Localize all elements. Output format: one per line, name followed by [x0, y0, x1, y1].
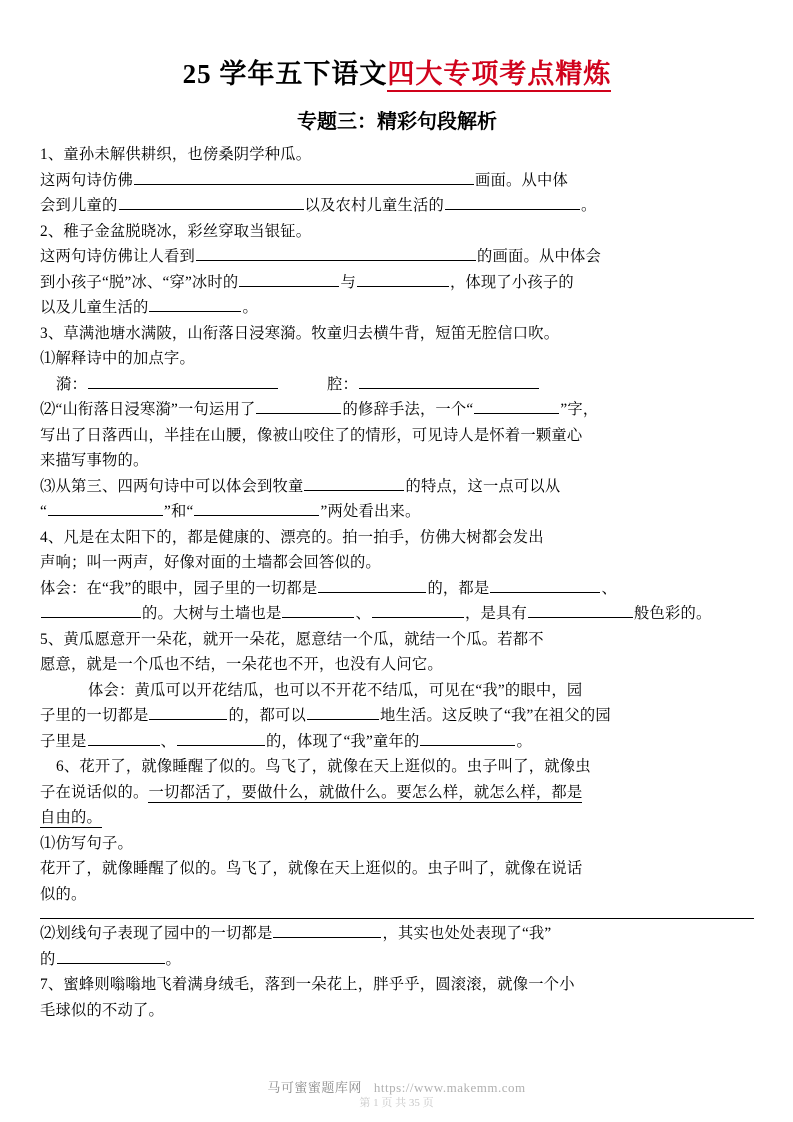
- answer-blank[interactable]: [445, 193, 580, 210]
- answer-blank[interactable]: [304, 474, 404, 491]
- answer-blank[interactable]: [282, 601, 354, 618]
- answer-blank[interactable]: [372, 601, 464, 618]
- watermark-url: https://www.makemm.com: [373, 1080, 526, 1095]
- answer-blank[interactable]: [307, 703, 379, 720]
- question-3-stem: 3、草满池塘水满陂，山衔落日浸寒漪。牧童归去横牛背，短笛无腔信口吹。: [40, 324, 560, 342]
- answer-blank[interactable]: [194, 499, 319, 516]
- answer-blank[interactable]: [48, 499, 163, 516]
- question-6-sub-1-answer-line-2: 似的。: [40, 885, 87, 903]
- question-1-blank-line-1: 这两句诗仿佛 画面。从中体: [40, 168, 754, 194]
- question-7-stem-line-1: 7、蜜蜂则嗡嗡地飞着满身绒毛，落到一朵花上，胖乎乎，圆滚滚，就像一个小: [40, 976, 575, 993]
- answer-blank[interactable]: [134, 168, 474, 185]
- answer-blank[interactable]: [420, 729, 515, 746]
- question-2-stem: 2、稚子金盆脱晓冰，彩丝穿取当银钲。: [40, 222, 312, 240]
- watermark-site-name: 马可蜜蜜题库网: [267, 1080, 362, 1095]
- question-4-answer-line-2: 的。大树与土墙也是 、 ，是具有 般色彩的。: [40, 601, 754, 627]
- question-6-stem-line-3: [40, 805, 754, 831]
- question-6-sub-1-answer-line-1: 花开了，就像睡醒了似的。鸟飞了，就像在天上逛似的。虫子叫了，就像在说话: [40, 860, 583, 877]
- question-4-answer-line-1: 体会：在“我”的眼中，园子里的一切都是 的，都是 、: [40, 576, 754, 602]
- title-red-part: 四大专项考点精炼: [387, 59, 611, 92]
- answer-blank[interactable]: [88, 372, 278, 389]
- question-1-stem: 1、童孙未解供耕织，也傍桑阴学种瓜。: [40, 146, 312, 163]
- answer-blank[interactable]: [357, 270, 449, 287]
- worksheet-sheet: [40, 22, 754, 1082]
- answer-blank[interactable]: [474, 397, 559, 414]
- answer-blank[interactable]: [273, 921, 381, 938]
- underlined-sentence-part-2: 自由的。: [40, 809, 102, 826]
- question-7-stem-line-2: 毛球似的不动了。: [40, 1001, 164, 1019]
- question-6-sub-2-line-2: 的 。: [40, 947, 754, 973]
- answer-blank[interactable]: [177, 729, 265, 746]
- write-in-rule[interactable]: [40, 918, 754, 919]
- answer-blank[interactable]: [196, 244, 476, 261]
- answer-blank[interactable]: [528, 601, 633, 618]
- page-title: [40, 52, 754, 91]
- worksheet-body: [40, 142, 754, 1023]
- answer-blank[interactable]: [88, 729, 160, 746]
- question-3-sub-1-blanks: 漪： 腔：: [40, 372, 754, 398]
- question-4-stem-line-2: 声响；叫一两声，好像对面的土墙都会回答似的。: [40, 554, 381, 571]
- question-5-stem-line-2: 愿意，就是一个瓜也不结，一朵花也不开，也没有人问它。: [40, 656, 443, 673]
- answer-blank[interactable]: [57, 947, 165, 964]
- title-black-part: 25 学年五下语文: [182, 59, 388, 89]
- answer-blank[interactable]: [318, 576, 426, 593]
- answer-blank[interactable]: [256, 397, 341, 414]
- question-6-sub-2-line-1: ⑵划线句子表现了园中的一切都是 ，其实也处处表现了“我”: [40, 921, 754, 947]
- answer-blank[interactable]: [239, 270, 339, 287]
- page-number: 第 1 页 共 35 页: [359, 1097, 434, 1109]
- answer-blank[interactable]: [119, 193, 304, 210]
- question-3-sub-3-line-1: ⑶从第三、四两句诗中可以体会到牧童 的特点，这一点可以从: [40, 474, 754, 500]
- question-3-sub-1: ⑴解释诗中的加点字。: [40, 350, 195, 367]
- question-2-blank-line-1: 这两句诗仿佛让人看到 的画面。从中体会: [40, 244, 754, 270]
- question-1-blank-line-2: 会到儿童的 以及农村儿童生活的 。: [40, 193, 754, 219]
- answer-blank[interactable]: [149, 295, 241, 312]
- question-5-answer-line-2: 子里的一切都是 的，都可以 地生活。这反映了“我”在祖父的园: [40, 703, 754, 729]
- answer-blank[interactable]: [359, 372, 539, 389]
- question-5-answer-line-3: 子里是 、 的，体现了“我”童年的 。: [40, 729, 754, 755]
- underlined-sentence-part-1: 一切都活了，要做什么，就做什么。要怎么样，就怎么样，都是: [148, 783, 583, 801]
- question-3-sub-2-line-2: 写出了日落西山，半挂在山腰，像被山咬住了的情形，可见诗人是怀着一颗童心: [40, 426, 583, 444]
- question-2-blank-line-2: 到小孩子“脱”冰、“穿”冰时的 与 ，体现了小孩子的: [40, 270, 754, 296]
- question-6-sub-1: ⑴仿写句子。: [40, 834, 133, 852]
- page-subtitle: 专题三：精彩句段解析: [297, 111, 497, 133]
- answer-blank[interactable]: [41, 601, 141, 618]
- question-5-stem-line-1: 5、黄瓜愿意开一朵花，就开一朵花，愿意结一个瓜，就结一个瓜。若都不: [40, 630, 544, 648]
- question-3-sub-3-line-2: “ ”和“ ”两处看出来。: [40, 499, 754, 525]
- question-5-answer-line-1: 体会：黄瓜可以开花结瓜，也可以不开花不结瓜，可见在“我”的眼中，园: [88, 681, 583, 699]
- answer-blank[interactable]: [490, 576, 600, 593]
- question-4-stem-line-1: 4、凡是在太阳下的，都是健康的、漂亮的。拍一拍手，仿佛大树都会发出: [40, 528, 544, 546]
- question-3-sub-2-line-3: 来描写事物的。: [40, 452, 149, 469]
- answer-blank[interactable]: [149, 703, 227, 720]
- question-6-stem-line-2: 子在说话似的。一切都活了，要做什么，就做什么。要怎么样，就怎么样，都是: [40, 783, 583, 801]
- question-6-stem-line-1: 6、花开了，就像睡醒了似的。鸟飞了，就像在天上逛似的。虫子叫了，就像虫: [56, 758, 591, 775]
- question-3-sub-2-line-1: ⑵“山衔落日浸寒漪”一句运用了 的修辞手法，一个“ ”字，: [40, 397, 754, 423]
- question-2-blank-line-3: 以及儿童生活的 。: [40, 295, 754, 321]
